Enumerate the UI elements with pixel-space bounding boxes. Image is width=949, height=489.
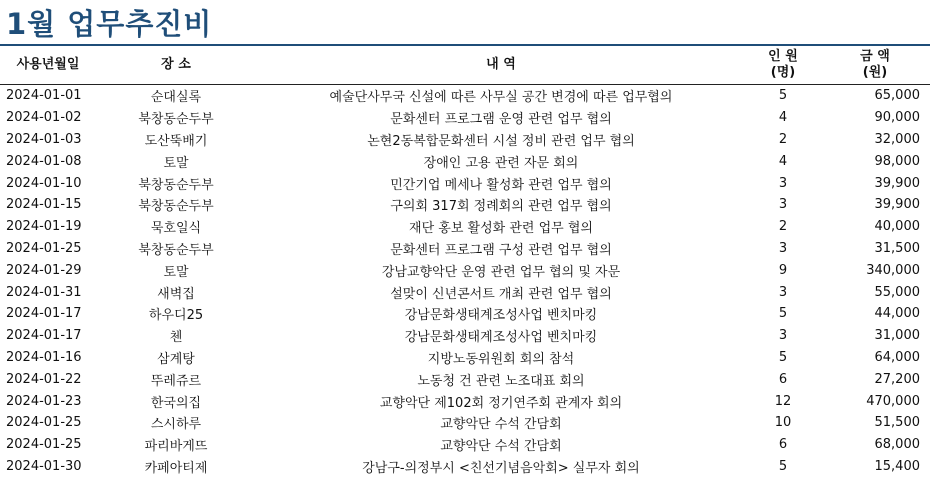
cell-place: 도산뚝배기 bbox=[144, 133, 208, 149]
table-row bbox=[0, 347, 930, 369]
cell-amount: 40,000 bbox=[874, 219, 920, 235]
cell-date: 2024-01-25 bbox=[6, 415, 82, 431]
cell-description: 강남문화생태계조성사업 벤치마킹 bbox=[404, 330, 598, 346]
cell-place: 북창동순두부 bbox=[138, 242, 214, 258]
cell-description: 지방노동위원회 회의 참석 bbox=[427, 351, 575, 367]
cell-date: 2024-01-01 bbox=[6, 88, 82, 104]
table-row bbox=[0, 368, 930, 390]
cell-date: 2024-01-25 bbox=[6, 240, 82, 256]
cell-place: 하우디25 bbox=[148, 308, 204, 324]
cell-amount: 68,000 bbox=[874, 437, 920, 453]
cell-count: 3 bbox=[778, 240, 788, 256]
cell-description: 노동청 건 관련 노조대표 회의 bbox=[417, 373, 585, 389]
cell-amount: 98,000 bbox=[874, 153, 920, 169]
cell-count: 3 bbox=[778, 197, 788, 213]
table-row bbox=[0, 85, 930, 107]
cell-amount: 39,900 bbox=[874, 175, 920, 191]
cell-date: 2024-01-22 bbox=[6, 371, 82, 387]
cell-place: 북창동순두부 bbox=[138, 177, 214, 193]
cell-description: 문화센터 프로그램 구성 관련 업무 협의 bbox=[390, 242, 612, 258]
expense-table bbox=[0, 46, 930, 477]
cell-amount: 90,000 bbox=[874, 110, 920, 126]
cell-count: 4 bbox=[778, 110, 788, 126]
table-row bbox=[0, 150, 930, 172]
header-date: 사용년월일 bbox=[0, 46, 96, 85]
cell-amount: 51,500 bbox=[874, 415, 920, 431]
cell-date: 2024-01-02 bbox=[6, 110, 82, 126]
table-row bbox=[0, 216, 930, 238]
cell-amount: 32,000 bbox=[874, 131, 920, 147]
cell-date: 2024-01-31 bbox=[6, 284, 82, 300]
cell-place: 스시하루 bbox=[150, 417, 202, 433]
cell-description: 강남문화생태계조성사업 벤치마킹 bbox=[404, 308, 598, 324]
cell-place: 새벽집 bbox=[157, 286, 195, 302]
cell-count: 6 bbox=[778, 371, 788, 387]
header-amount bbox=[820, 46, 930, 85]
table-row bbox=[0, 238, 930, 260]
table-row bbox=[0, 434, 930, 456]
cell-place: 파리바게뜨 bbox=[144, 439, 208, 455]
cell-count: 5 bbox=[778, 458, 788, 474]
cell-date: 2024-01-03 bbox=[6, 131, 82, 147]
cell-amount: 31,000 bbox=[874, 328, 920, 344]
table-row bbox=[0, 172, 930, 194]
cell-date: 2024-01-17 bbox=[6, 306, 82, 322]
table-header-row bbox=[0, 46, 930, 85]
cell-date: 2024-01-10 bbox=[6, 175, 82, 191]
cell-place: 북창동순두부 bbox=[138, 199, 214, 215]
cell-count: 2 bbox=[778, 131, 788, 147]
cell-count: 5 bbox=[778, 306, 788, 322]
header-amount-unit: (원) bbox=[862, 65, 888, 80]
table-row bbox=[0, 259, 930, 281]
cell-amount: 470,000 bbox=[866, 393, 920, 409]
cell-description: 장애인 고용 관련 자문 회의 bbox=[423, 155, 579, 171]
cell-count: 5 bbox=[778, 349, 788, 365]
cell-date: 2024-01-08 bbox=[6, 153, 82, 169]
page-title: 1월 업무추진비 bbox=[6, 7, 213, 41]
table-row bbox=[0, 194, 930, 216]
header-amount-label: 금 액 bbox=[860, 49, 890, 64]
table-row bbox=[0, 107, 930, 129]
cell-place: 토말 bbox=[163, 264, 189, 280]
header-count-label: 인 원 bbox=[768, 49, 798, 64]
cell-description: 교향악단 제102회 정기연주회 관계자 회의 bbox=[379, 395, 623, 411]
cell-count: 4 bbox=[778, 153, 788, 169]
cell-date: 2024-01-23 bbox=[6, 393, 82, 409]
cell-place: 삼계탕 bbox=[157, 351, 195, 367]
cell-description: 민간기업 메세나 활성화 관련 업무 협의 bbox=[390, 177, 612, 193]
cell-amount: 65,000 bbox=[874, 88, 920, 104]
cell-description: 강남교향악단 운영 관련 업무 협의 및 자문 bbox=[381, 264, 621, 280]
table-row bbox=[0, 303, 930, 325]
table-row bbox=[0, 456, 930, 478]
cell-place: 첸 bbox=[169, 330, 183, 346]
cell-date: 2024-01-17 bbox=[6, 328, 82, 344]
cell-place: 뚜레쥬르 bbox=[150, 373, 202, 389]
cell-count: 5 bbox=[778, 88, 788, 104]
cell-amount: 44,000 bbox=[874, 306, 920, 322]
cell-amount: 31,500 bbox=[874, 240, 920, 256]
cell-count: 10 bbox=[774, 415, 792, 431]
cell-amount: 39,900 bbox=[874, 197, 920, 213]
header-place: 장 소 bbox=[96, 46, 256, 85]
header-count-unit: (명) bbox=[770, 65, 796, 80]
cell-date: 2024-01-15 bbox=[6, 197, 82, 213]
cell-count: 3 bbox=[778, 175, 788, 191]
cell-place: 카페아티제 bbox=[144, 460, 208, 476]
cell-date: 2024-01-16 bbox=[6, 349, 82, 365]
cell-date: 2024-01-29 bbox=[6, 262, 82, 278]
cell-count: 3 bbox=[778, 328, 788, 344]
cell-date: 2024-01-30 bbox=[6, 458, 82, 474]
cell-count: 3 bbox=[778, 284, 788, 300]
cell-amount: 64,000 bbox=[874, 349, 920, 365]
cell-description: 구의회 317회 정례회의 관련 업무 협의 bbox=[390, 199, 612, 215]
cell-description: 교향악단 수석 간담회 bbox=[440, 417, 562, 433]
cell-description: 교향악단 수석 간담회 bbox=[440, 439, 562, 455]
cell-description: 문화센터 프로그램 운영 관련 업무 협의 bbox=[390, 112, 612, 128]
cell-description: 예술단사무국 신설에 따른 사무실 공간 변경에 따른 업무협의 bbox=[329, 90, 673, 106]
cell-description: 논현2동복합문화센터 시설 정비 관련 업무 협의 bbox=[367, 133, 635, 149]
table-row bbox=[0, 129, 930, 151]
cell-amount: 15,400 bbox=[874, 458, 920, 474]
cell-count: 6 bbox=[778, 437, 788, 453]
cell-date: 2024-01-25 bbox=[6, 437, 82, 453]
cell-amount: 55,000 bbox=[874, 284, 920, 300]
header-count bbox=[746, 46, 820, 85]
cell-place: 순대실록 bbox=[150, 90, 202, 106]
cell-description: 강남구-의정부시 <친선기념음악회> 실무자 회의 bbox=[362, 460, 640, 476]
header-description: 내 역 bbox=[256, 46, 746, 85]
cell-count: 9 bbox=[778, 262, 788, 278]
cell-amount: 27,200 bbox=[874, 371, 920, 387]
cell-count: 12 bbox=[774, 393, 792, 409]
cell-description: 설맞이 신년콘서트 개최 관련 업무 협의 bbox=[390, 286, 612, 302]
cell-count: 2 bbox=[778, 219, 788, 235]
table-row bbox=[0, 325, 930, 347]
table-row bbox=[0, 412, 930, 434]
table-row bbox=[0, 390, 930, 412]
cell-place: 묵호일식 bbox=[150, 221, 202, 237]
cell-place: 한국의집 bbox=[150, 395, 202, 411]
cell-place: 북창동순두부 bbox=[138, 112, 214, 128]
cell-amount: 340,000 bbox=[866, 262, 920, 278]
cell-description: 재단 홍보 활성화 관련 업무 협의 bbox=[409, 221, 593, 237]
cell-place: 토말 bbox=[163, 155, 189, 171]
cell-date: 2024-01-19 bbox=[6, 219, 82, 235]
table-row bbox=[0, 281, 930, 303]
